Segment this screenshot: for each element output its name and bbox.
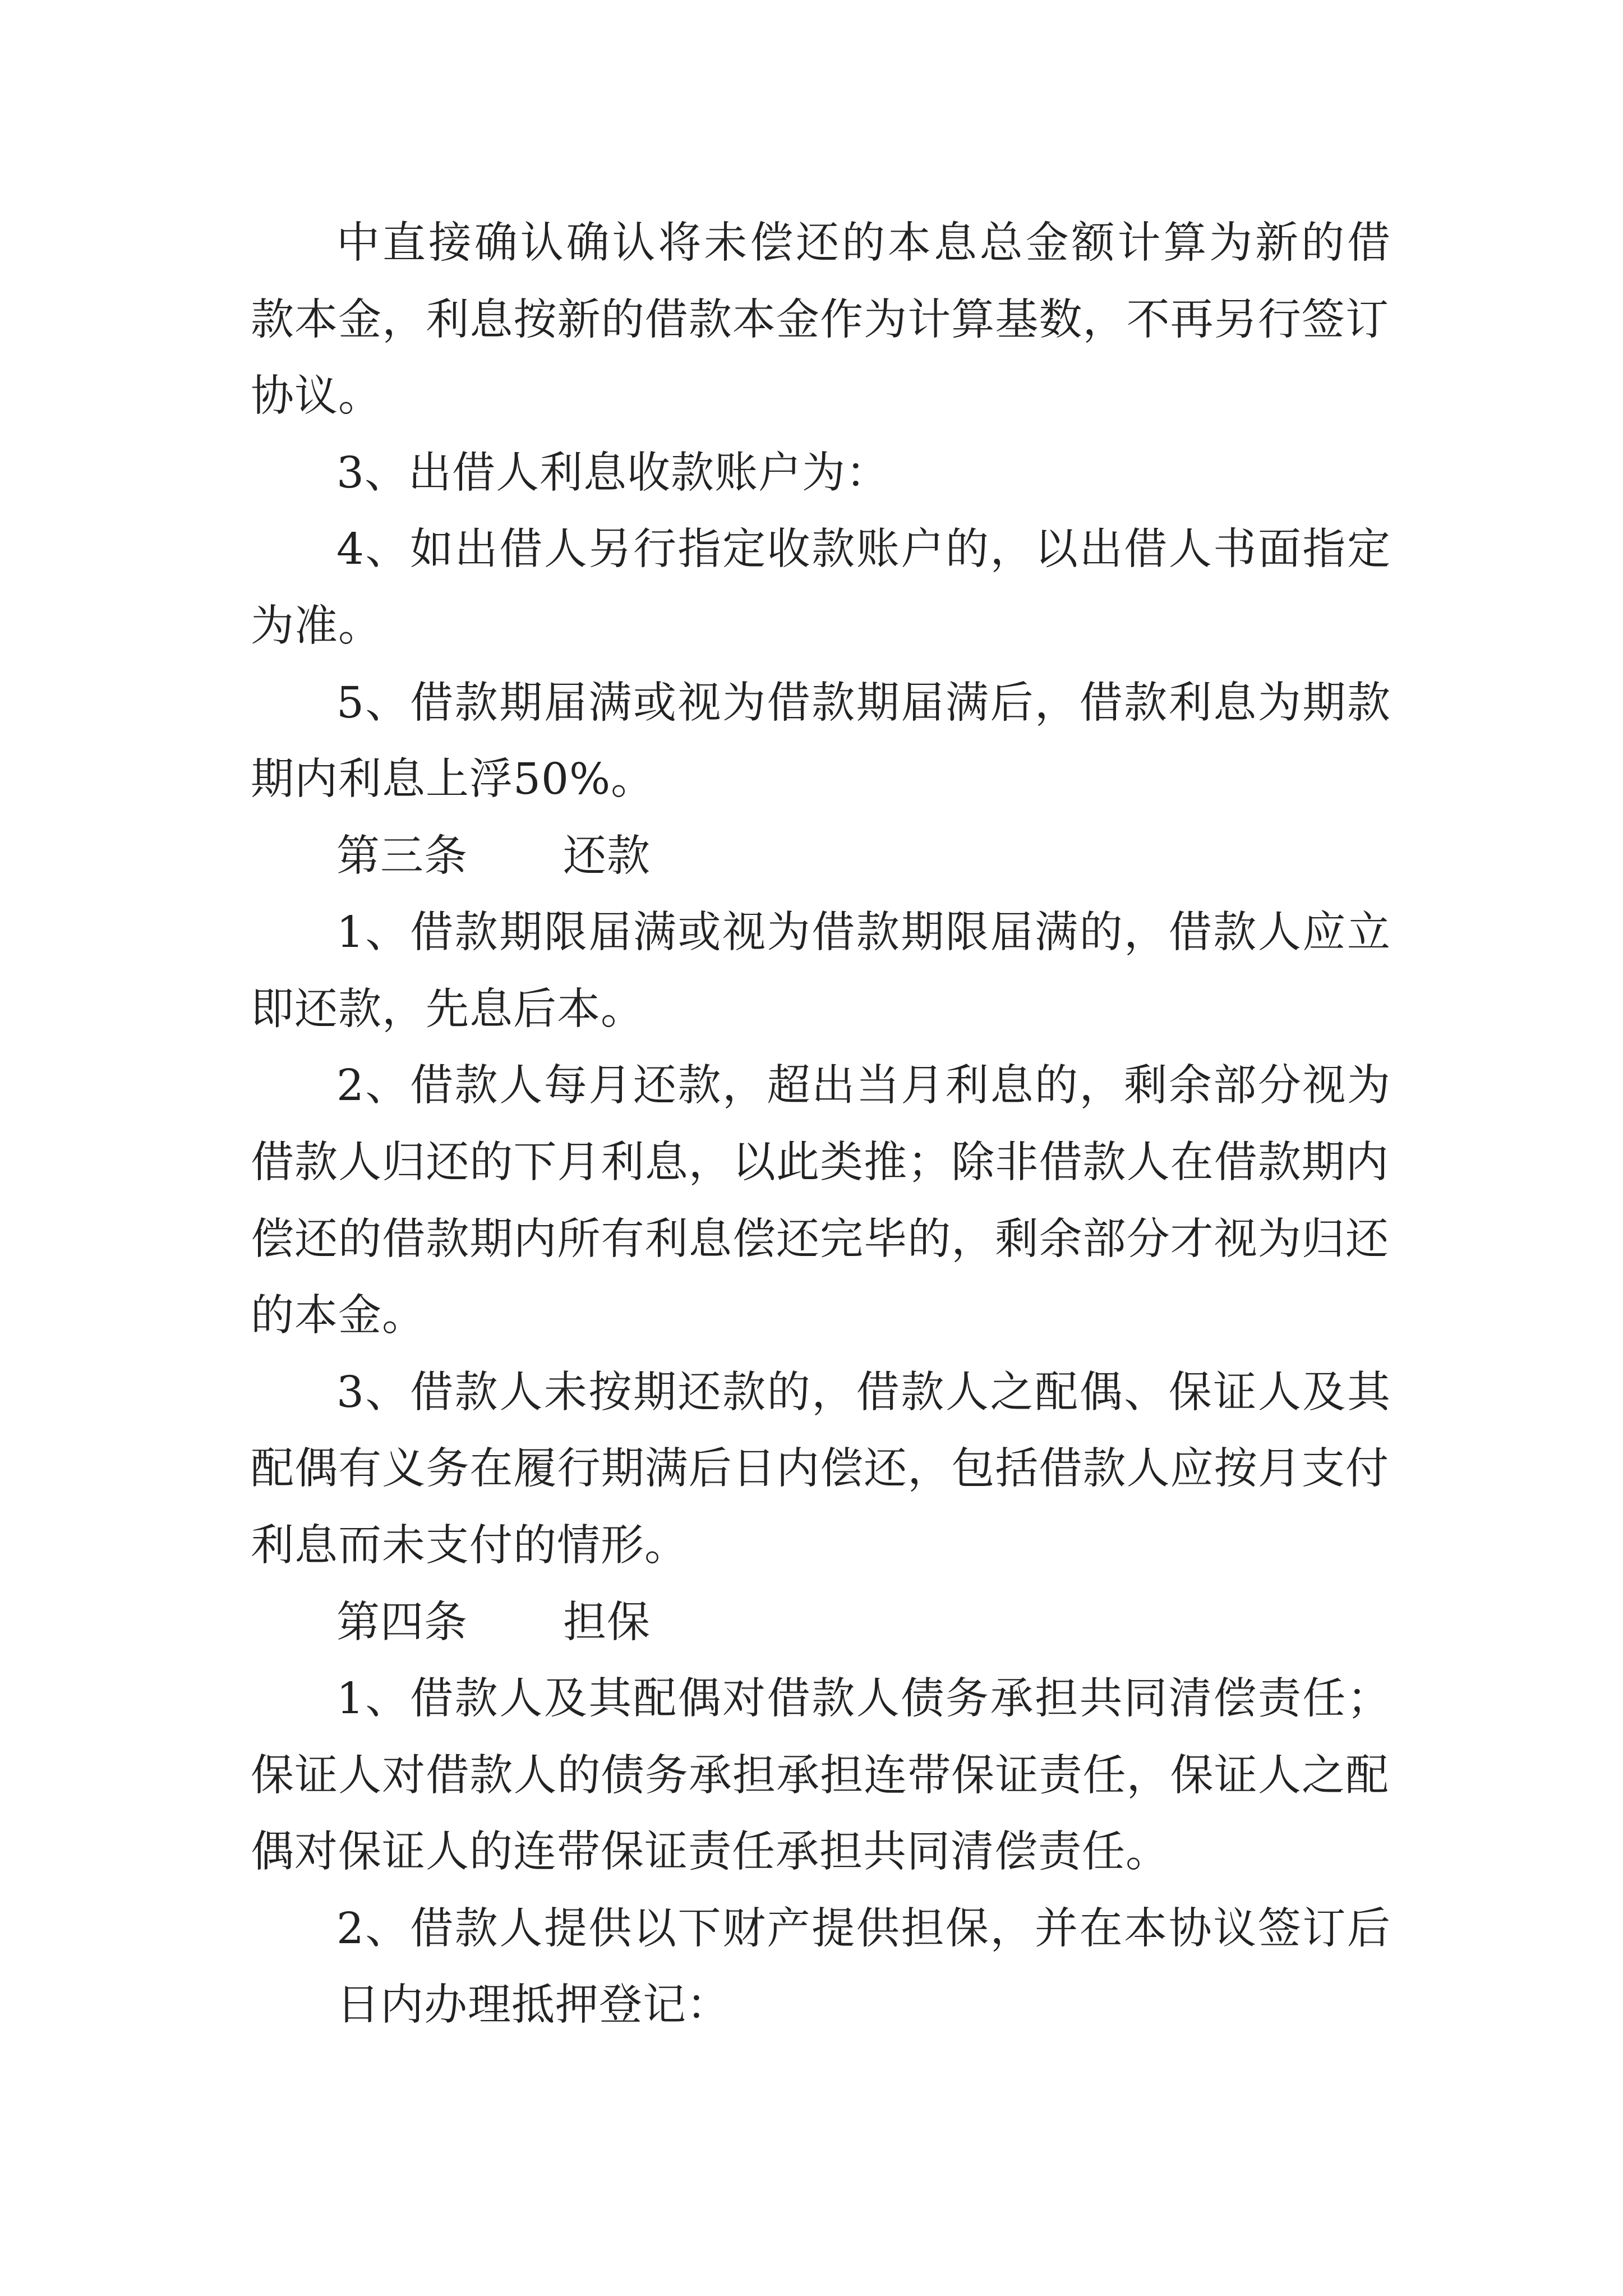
article-title: 担保 <box>563 1598 651 1648</box>
paragraph-line: 协议。 <box>251 371 382 421</box>
paragraph-line: 3、出借人利息收款账户为： <box>336 448 889 498</box>
article-number: 第三条 <box>336 831 468 881</box>
article-title: 还款 <box>563 831 651 881</box>
paragraph-line: 2、借款人提供以下财产提供担保，并在本协议签订后 <box>336 1904 1391 1954</box>
paragraph-line: 偿还的借款期内所有利息偿还完毕的，剩余部分才视为归还 <box>251 1214 1389 1264</box>
paragraph-line: 偶对保证人的连带保证责任承担共同清偿责任。 <box>251 1827 1169 1877</box>
paragraph-line: 1、借款期限届满或视为借款期限届满的，借款人应立 <box>336 908 1391 958</box>
paragraph-line: 保证人对借款人的债务承担承担连带保证责任，保证人之配 <box>251 1751 1389 1801</box>
paragraph-line: 3、借款人未按期还款的，借款人之配偶、保证人及其 <box>336 1368 1391 1418</box>
paragraph-line: 配偶有义务在履行期满后日内偿还，包括借款人应按月支付 <box>251 1444 1389 1494</box>
article-heading-3 <box>336 829 1391 885</box>
paragraph-line: 1、借款人及其配偶对借款人债务承担共同清偿责任； <box>336 1674 1391 1724</box>
article-number: 第四条 <box>336 1598 468 1648</box>
paragraph-line: 中直接确认确认将未偿还的本息总金额计算为新的借 <box>336 218 1391 268</box>
paragraph-line: 借款人归还的下月利息，以此类推；除非借款人在借款期内 <box>251 1138 1389 1188</box>
paragraph-line: 即还款，先息后本。 <box>251 984 644 1034</box>
paragraph-line: 日内办理抵押登记： <box>336 1980 730 2030</box>
paragraph-line: 期内利息上浮50%。 <box>251 754 655 804</box>
paragraph-line: 为准。 <box>251 601 382 651</box>
paragraph-line: 5、借款期届满或视为借款期届满后，借款利息为期款 <box>336 678 1391 728</box>
paragraph-line: 2、借款人每月还款，超出当月利息的，剩余部分视为 <box>336 1061 1391 1111</box>
paragraph-line: 的本金。 <box>251 1291 426 1341</box>
paragraph-line: 款本金，利息按新的借款本金作为计算基数，不再另行签订 <box>251 295 1389 345</box>
paragraph-line: 利息而未支付的情形。 <box>251 1521 688 1571</box>
article-heading-4 <box>336 1595 1391 1651</box>
paragraph-line: 4、如出借人另行指定收款账户的，以出借人书面指定 <box>336 524 1391 574</box>
